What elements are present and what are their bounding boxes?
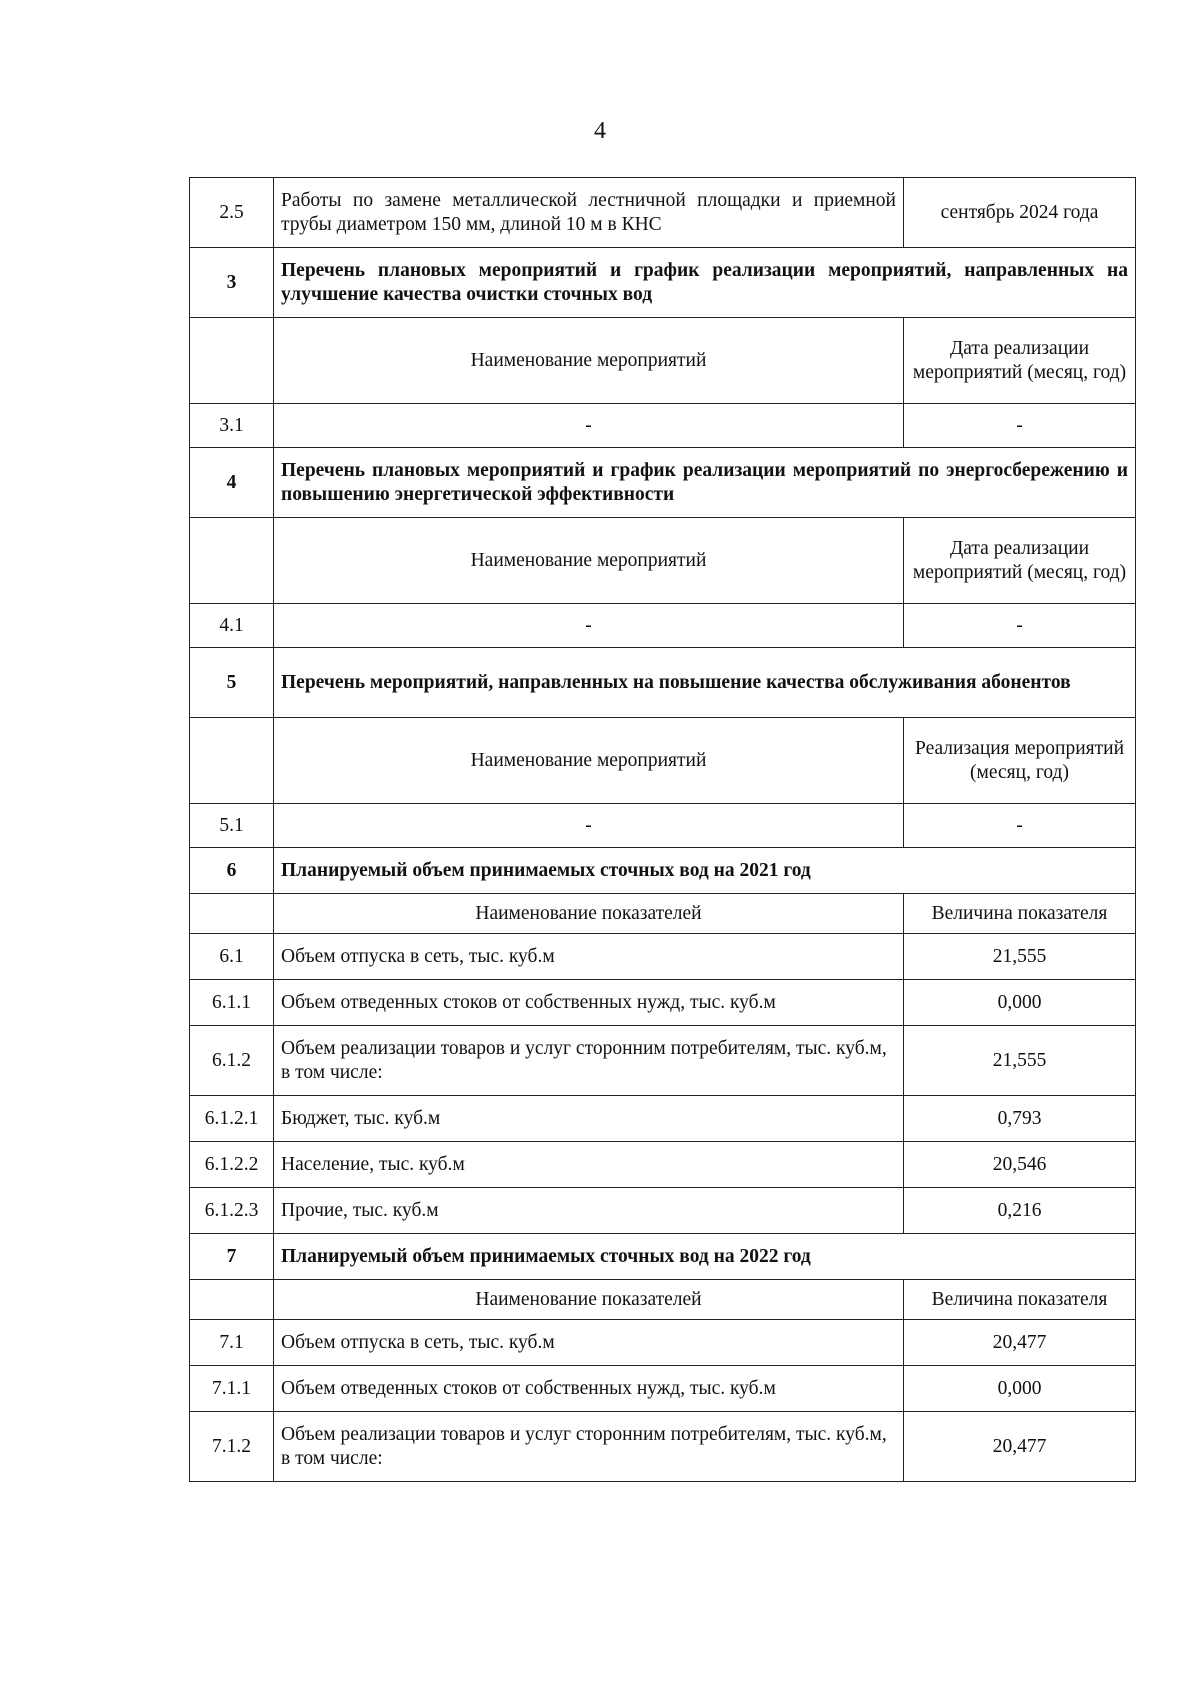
indicator-name: Объем отведенных стоков от собственных нужд, тыс. куб.м: [274, 1366, 904, 1412]
indicator-value: 21,555: [904, 934, 1136, 980]
section-row: [190, 1234, 1136, 1280]
section-row: [190, 448, 1136, 518]
column-header-value: Величина показателя: [904, 894, 1136, 934]
section-title: Перечень мероприятий, направленных на повышение качества обслуживания абонентов: [274, 648, 1136, 718]
indicator-name: Прочие, тыс. куб.м: [274, 1188, 904, 1234]
table-row: [190, 1142, 1136, 1188]
empty-cell: [190, 1280, 274, 1320]
column-header-name: Наименование показателей: [274, 894, 904, 934]
column-header-name: Наименование мероприятий: [274, 518, 904, 604]
indicator-name: Бюджет, тыс. куб.м: [274, 1096, 904, 1142]
table-row: [190, 804, 1136, 848]
table-row: [190, 980, 1136, 1026]
row-number: 6.1.2.1: [190, 1096, 274, 1142]
indicator-value: 0,000: [904, 1366, 1136, 1412]
section-row: [190, 848, 1136, 894]
row-number: 6.1.2: [190, 1026, 274, 1096]
indicator-value: 0,793: [904, 1096, 1136, 1142]
row-number: 6.1.2.2: [190, 1142, 274, 1188]
activity-date: сентябрь 2024 года: [904, 178, 1136, 248]
column-header-row: [190, 1280, 1136, 1320]
column-header-row: [190, 318, 1136, 404]
table-row: [190, 604, 1136, 648]
empty-cell: [190, 518, 274, 604]
table-row: [190, 1188, 1136, 1234]
indicator-name: Объем отпуска в сеть, тыс. куб.м: [274, 1320, 904, 1366]
section-number: 7: [190, 1234, 274, 1280]
column-header-date: Реализация мероприятий (месяц, год): [904, 718, 1136, 804]
column-header-name: Наименование мероприятий: [274, 318, 904, 404]
row-number: 4.1: [190, 604, 274, 648]
indicator-name: Объем отведенных стоков от собственных нужд, тыс. куб.м: [274, 980, 904, 1026]
column-header-row: [190, 894, 1136, 934]
column-header-date: Дата реализации мероприятий (месяц, год): [904, 518, 1136, 604]
table-row: [190, 1412, 1136, 1482]
indicator-name: Объем отпуска в сеть, тыс. куб.м: [274, 934, 904, 980]
row-number: 3.1: [190, 404, 274, 448]
column-header-row: [190, 718, 1136, 804]
indicator-name: Объем реализации товаров и услуг сторонним потребителям, тыс. куб.м, в том числе:: [274, 1026, 904, 1096]
section-number: 4: [190, 448, 274, 518]
table-row: [190, 1320, 1136, 1366]
indicator-value: 20,477: [904, 1320, 1136, 1366]
plan-table: [189, 177, 1136, 1482]
row-number: 5.1: [190, 804, 274, 848]
section-number: 3: [190, 248, 274, 318]
row-number: 7.1.2: [190, 1412, 274, 1482]
empty-cell: [190, 894, 274, 934]
indicator-name: Население, тыс. куб.м: [274, 1142, 904, 1188]
table-row: [190, 404, 1136, 448]
column-header-row: [190, 518, 1136, 604]
row-number: 7.1: [190, 1320, 274, 1366]
section-title: Планируемый объем принимаемых сточных вод на 2021 год: [274, 848, 1136, 894]
section-row: [190, 248, 1136, 318]
table-row: [190, 934, 1136, 980]
column-header-date: Дата реализации мероприятий (месяц, год): [904, 318, 1136, 404]
column-header-name: Наименование показателей: [274, 1280, 904, 1320]
column-header-value: Величина показателя: [904, 1280, 1136, 1320]
activity-date: -: [904, 404, 1136, 448]
indicator-value: 21,555: [904, 1026, 1136, 1096]
section-row: [190, 648, 1136, 718]
row-number: 7.1.1: [190, 1366, 274, 1412]
section-title: Перечень плановых мероприятий и график реализации мероприятий по энергосбережению и повышению энергетической эффективности: [274, 448, 1136, 518]
table-row: [190, 1096, 1136, 1142]
activity-name: Работы по замене металлической лестничной площадки и приемной трубы диаметром 150 мм, длиной 10 м в КНС: [274, 178, 904, 248]
table-row: [190, 1026, 1136, 1096]
activity-name: -: [274, 404, 904, 448]
empty-cell: [190, 318, 274, 404]
table-row: [190, 1366, 1136, 1412]
column-header-name: Наименование мероприятий: [274, 718, 904, 804]
row-number: 6.1.1: [190, 980, 274, 1026]
indicator-value: 0,000: [904, 980, 1136, 1026]
table-row: [190, 178, 1136, 248]
activity-name: -: [274, 804, 904, 848]
section-number: 5: [190, 648, 274, 718]
section-number: 6: [190, 848, 274, 894]
row-number: 6.1: [190, 934, 274, 980]
indicator-value: 20,546: [904, 1142, 1136, 1188]
section-title: Планируемый объем принимаемых сточных вод на 2022 год: [274, 1234, 1136, 1280]
empty-cell: [190, 718, 274, 804]
row-number: 6.1.2.3: [190, 1188, 274, 1234]
activity-date: -: [904, 604, 1136, 648]
indicator-value: 0,216: [904, 1188, 1136, 1234]
indicator-value: 20,477: [904, 1412, 1136, 1482]
indicator-name: Объем реализации товаров и услуг сторонним потребителям, тыс. куб.м, в том числе:: [274, 1412, 904, 1482]
page-number: 4: [594, 118, 606, 144]
row-number: 2.5: [190, 178, 274, 248]
activity-date: -: [904, 804, 1136, 848]
activity-name: -: [274, 604, 904, 648]
section-title: Перечень плановых мероприятий и график реализации мероприятий, направленных на улучшение качества очистки сточных вод: [274, 248, 1136, 318]
